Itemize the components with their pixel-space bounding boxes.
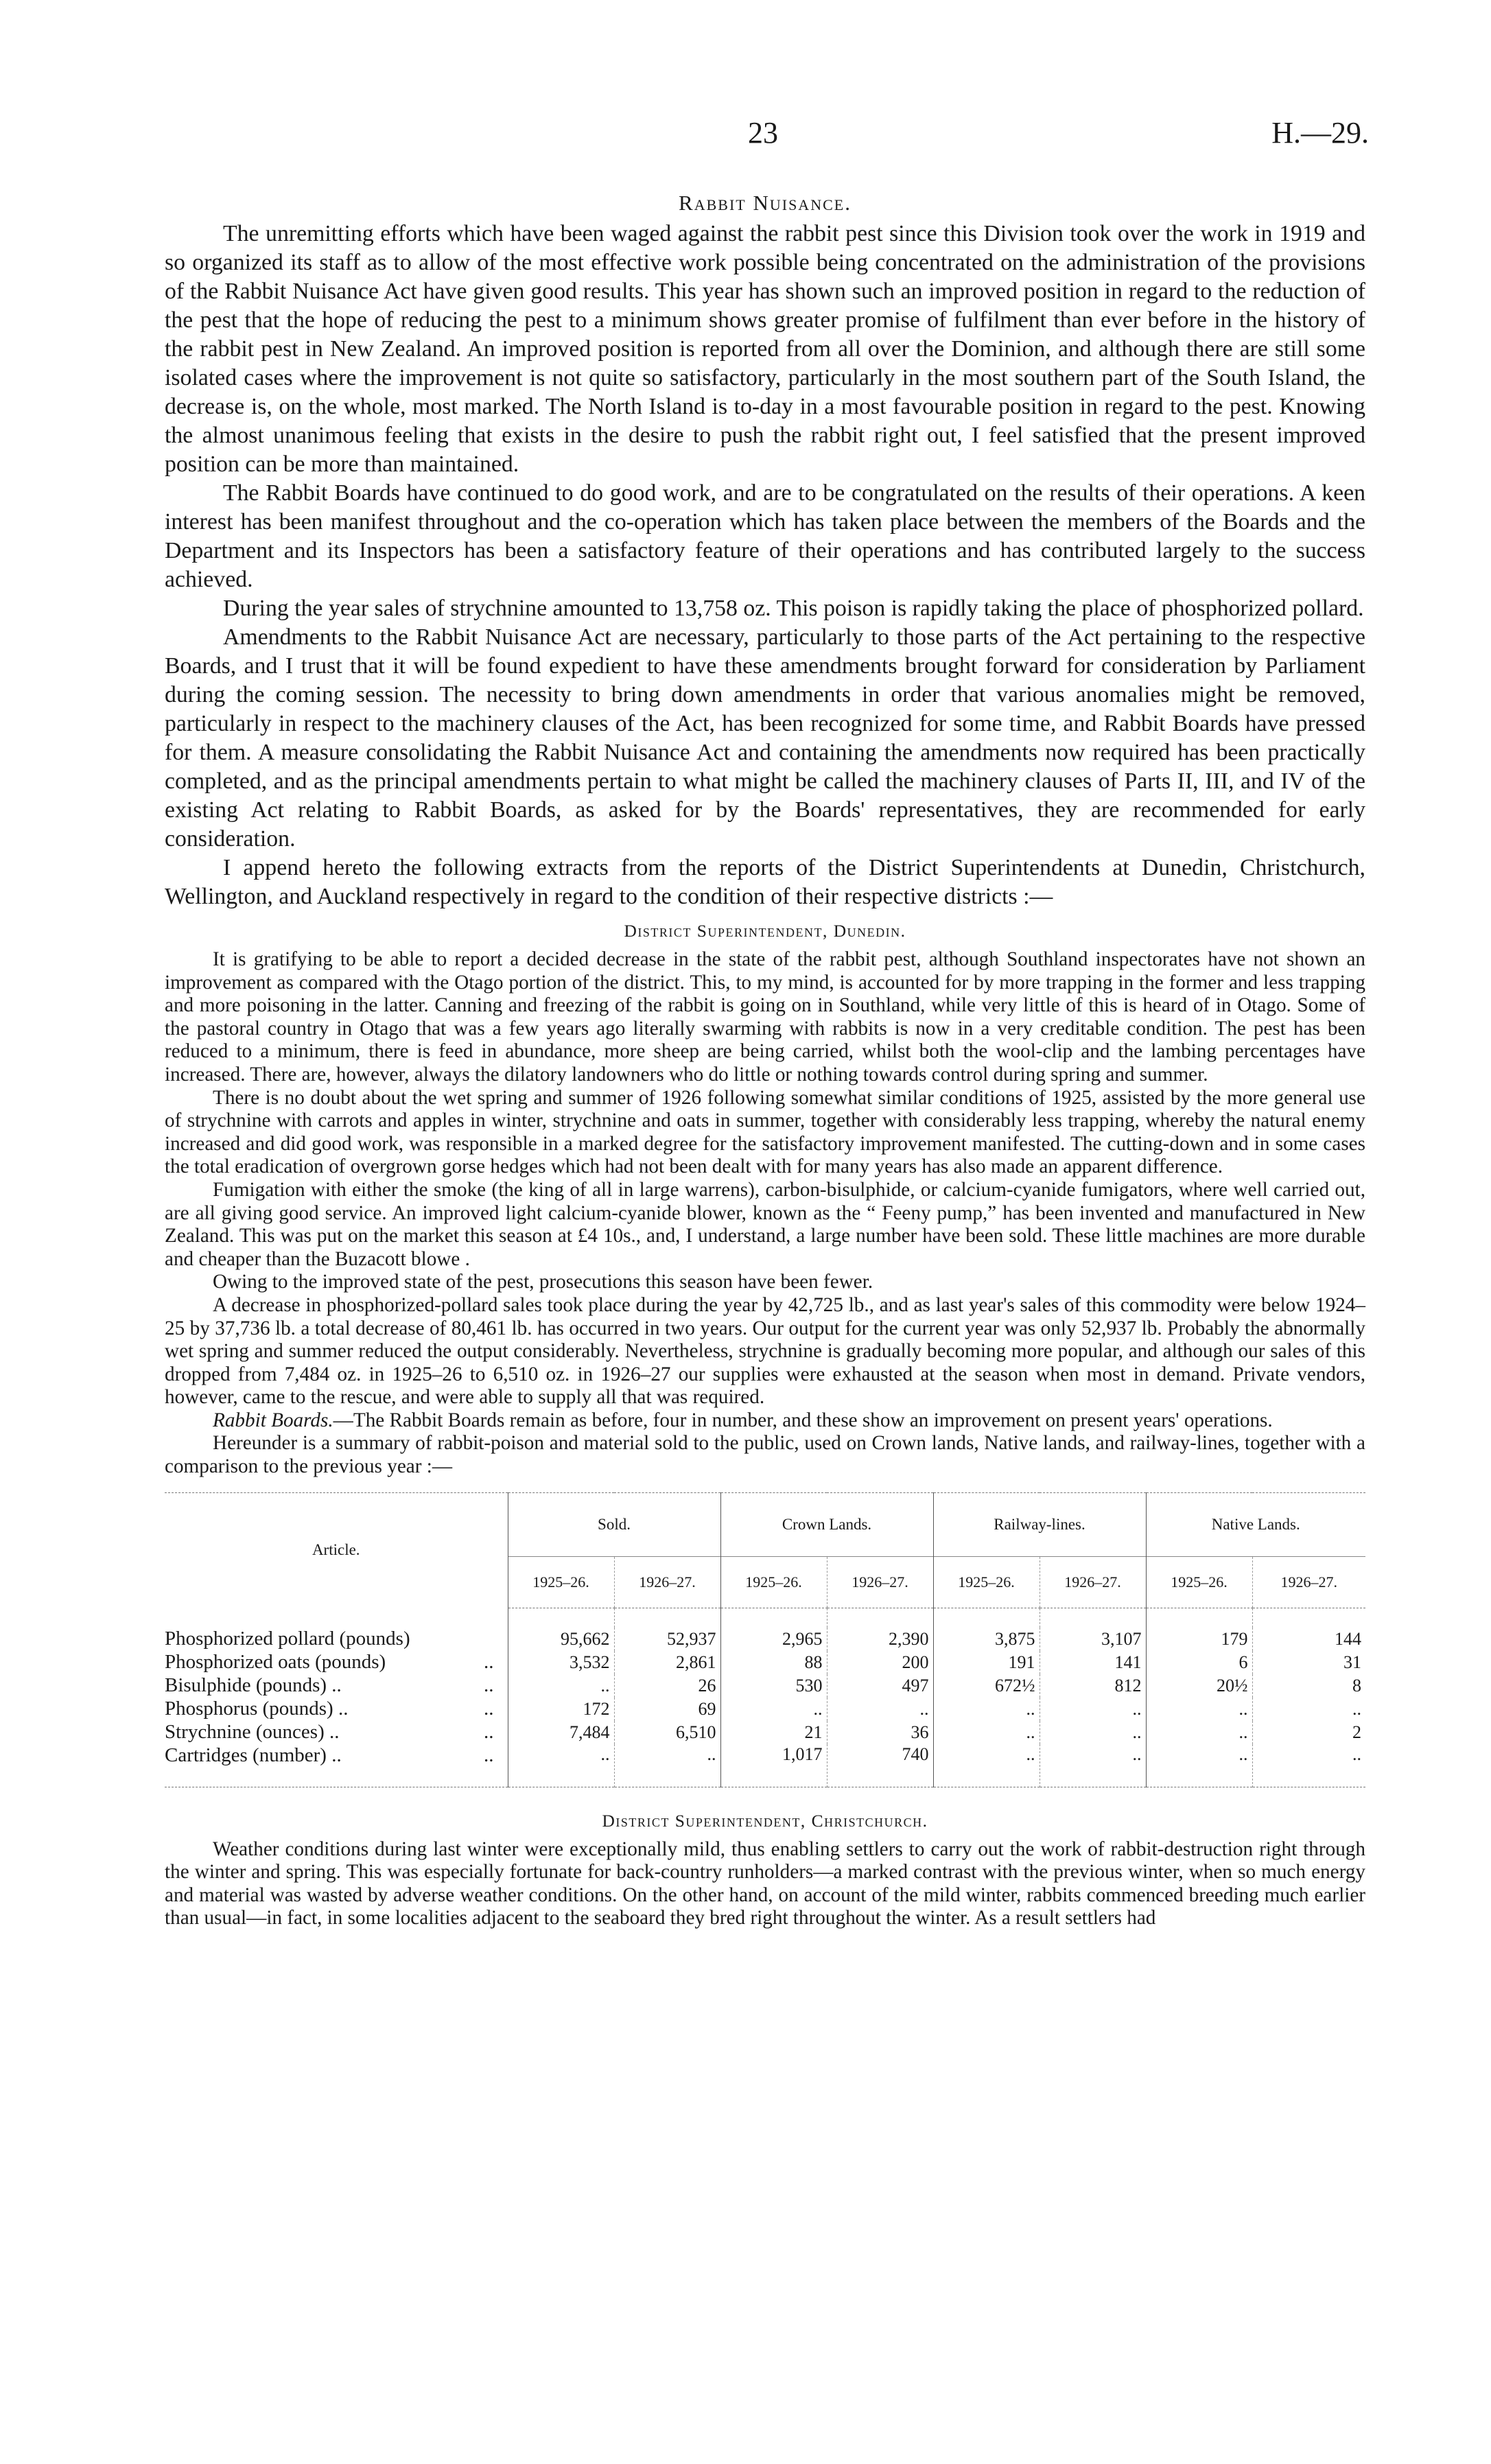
paragraph: There is no doubt about the wet spring and summer of 1926 following somewhat similar conditions of 1925, assisted by the more general use of strychnine with carrots and apples in winter, strychnine and oats in summer, together with considerably less trapping, whereby the natural enemy increased and did good work, was responsible in a marked degree for the satisfactory improvement manifested. The cutting-down and in some cases the total eradication of overgrown gorse hedges which had not been dealt with for many years has also made an apparent difference. xyxy=(165,1086,1365,1178)
group-header-railway: Railway-lines. xyxy=(933,1492,1146,1556)
table-row xyxy=(165,1674,1365,1698)
table-cell: 672½ xyxy=(933,1674,1040,1698)
table-cell: 2,861 xyxy=(614,1651,720,1674)
table-cell: 2,965 xyxy=(720,1628,827,1651)
table-cell: 191 xyxy=(933,1651,1040,1674)
row-article: Phosphorized pollard (pounds) xyxy=(165,1628,410,1650)
paragraph: During the year sales of strychnine amounted to 13,758 oz. This poison is rapidly taking the place of phosphorized pollard. xyxy=(223,596,1364,621)
table-cell: 2,390 xyxy=(827,1628,933,1651)
table-cell: .. xyxy=(827,1698,933,1721)
year-header: 1926–27. xyxy=(1040,1556,1146,1608)
poison-summary-table xyxy=(165,1492,1365,1787)
table-cell: 812 xyxy=(1040,1674,1146,1698)
paragraph: Fumigation with either the smoke (the king of all in large warrens), carbon-bisulphide, or calcium-cyanide fumigators, where well carried out, are all giving good service. An improved light calcium-cyanide blower, known as the “ Feeny pump,” has been invented and manufactured in New Zealand. This was put on the market this season at £4 10s., and, I understand, a large number have been sold. These little machines are more durable and cheaper than the Buzacott blowe . xyxy=(165,1178,1365,1270)
leader-dots: .. xyxy=(484,1674,494,1697)
year-header: 1925–26. xyxy=(508,1556,614,1608)
table-row xyxy=(165,1721,1365,1744)
table-cell: .. xyxy=(933,1744,1040,1787)
year-header: 1925–26. xyxy=(933,1556,1040,1608)
paragraph: A decrease in phosphorized-pollard sales took place during the year by 42,725 lb., and as last year's sales of this commodity were below 1924–25 by 37,736 lb. a total decrease of 80,461 lb. has occurred in two years. Our output for the current year was only 52,937 lb. Probably the abnormally wet spring and summer reduced the output considerably. Nevertheless, strychnine is gradually becoming more popular, and although our sales of this dropped from 7,484 oz. in 1925–26 to 6,510 oz. in 1926–27 our supplies were exhausted at the season when most in demand. Private vendors, however, came to the rescue, and were able to supply all that was required. xyxy=(165,1293,1365,1409)
row-article: Cartridges (number) .. xyxy=(165,1744,342,1766)
table-row xyxy=(165,1628,1365,1651)
table-cell: 7,484 xyxy=(508,1721,614,1744)
table-cell: 172 xyxy=(508,1698,614,1721)
table-cell: 88 xyxy=(720,1651,827,1674)
table-cell: 2 xyxy=(1252,1721,1365,1744)
table-cell: .. xyxy=(1146,1698,1252,1721)
rabbit-boards-paragraph xyxy=(165,1409,1365,1433)
table-cell: 6,510 xyxy=(614,1721,720,1744)
table-cell: 21 xyxy=(720,1721,827,1744)
table-cell: 530 xyxy=(720,1674,827,1698)
group-header-crown: Crown Lands. xyxy=(720,1492,933,1556)
rabbit-boards-text: —The Rabbit Boards remain as before, four in number, and these show an improvement on present years' operations. xyxy=(333,1409,1273,1431)
table-cell: 69 xyxy=(614,1698,720,1721)
table-row xyxy=(165,1744,1365,1787)
leader-dots: .. xyxy=(484,1744,494,1766)
table-cell: 3,107 xyxy=(1040,1628,1146,1651)
table-cell: .. xyxy=(1146,1744,1252,1787)
year-header: 1926–27. xyxy=(1252,1556,1365,1608)
article-header: Article. xyxy=(312,1541,360,1559)
table-cell: 179 xyxy=(1146,1628,1252,1651)
table-cell: 740 xyxy=(827,1744,933,1787)
paragraph: The Rabbit Boards have continued to do good work, and are to be congratulated on the results of their operations. A keen interest has been manifest throughout and the co-operation which has taken place between the members of the Boards and the Department and its Inspectors has been a satisfactory feature of their operations and has contributed largely to the success achieved. xyxy=(165,480,1365,592)
leader-dots: .. xyxy=(484,1651,494,1674)
row-article: Strychnine (ounces) .. xyxy=(165,1721,340,1744)
table-row xyxy=(165,1651,1365,1674)
table-cell: .. xyxy=(1040,1698,1146,1721)
table-cell: 141 xyxy=(1040,1651,1146,1674)
table-intro: Hereunder is a summary of rabbit-poison and material sold to the public, used on Crown lands, Native lands, and railway-lines, together with a comparison to the previous year :— xyxy=(165,1432,1365,1478)
table-cell: 20½ xyxy=(1146,1674,1252,1698)
table-cell: .. xyxy=(933,1698,1040,1721)
year-header: 1925–26. xyxy=(1146,1556,1252,1608)
paragraph: Amendments to the Rabbit Nuisance Act are necessary, particularly to those parts of the Act pertaining to the respective Boards, and I trust that it will be found expedient to have these amendments brought forward for consideration by Parliament during the coming session. The necessity to bring down amendments in order that various anomalies might be removed, particularly in respect to the machinery clauses of the Act, has been recognized for some time, and Rabbit Boards have pressed for them. A measure consolidating the Rabbit Nuisance Act and containing the amendments now required has been practically completed, and as the principal amendments pertain to what might be called the machinery clauses of Parts II, III, and IV of the existing Act relating to Rabbit Boards, as asked for by the Boards' representatives, they are recommended for early consideration. xyxy=(165,624,1365,852)
group-header-native: Native Lands. xyxy=(1146,1492,1365,1556)
table-cell: 26 xyxy=(614,1674,720,1698)
table-cell: .. xyxy=(1146,1721,1252,1744)
table-cell: .. xyxy=(508,1674,614,1698)
row-article: Bisulphide (pounds) .. xyxy=(165,1674,342,1697)
leader-dots: .. xyxy=(484,1721,494,1744)
table-cell: 200 xyxy=(827,1651,933,1674)
year-header: 1926–27. xyxy=(827,1556,933,1608)
section-title: Rabbit Nuisance. xyxy=(679,191,852,215)
page-header xyxy=(0,115,1491,163)
rabbit-boards-label: Rabbit Boards. xyxy=(213,1409,333,1431)
table-cell: .. xyxy=(614,1744,720,1787)
table-cell: .. xyxy=(1252,1698,1365,1721)
table-cell: .. xyxy=(720,1698,827,1721)
table-cell: .. xyxy=(508,1744,614,1787)
group-header-sold: Sold. xyxy=(508,1492,720,1556)
table-cell: 1,017 xyxy=(720,1744,827,1787)
leader-dots: .. xyxy=(484,1698,494,1720)
table-cell: 6 xyxy=(1146,1651,1252,1674)
paragraph: Weather conditions during last winter were exceptionally mild, thus enabling settlers to carry out the work of rabbit-destruction right through the winter and spring. This was especially fortunate for back-country runholders—a marked contrast with the previous winter, when so much energy and material was wasted by adverse weather conditions. On the other hand, on account of the mild winter, rabbits commenced breeding much earlier than usual—in fact, in some localities adjacent to the seaboard they bred right throughout the winter. As a result settlers had xyxy=(165,1838,1365,1929)
table-cell: 3,875 xyxy=(933,1628,1040,1651)
table-cell: .. xyxy=(1040,1721,1146,1744)
page-number: 23 xyxy=(748,116,778,150)
table-cell: 52,937 xyxy=(614,1628,720,1651)
table-cell: 8 xyxy=(1252,1674,1365,1698)
table-cell: 144 xyxy=(1252,1628,1365,1651)
paragraph: The unremitting efforts which have been waged against the rabbit pest since this Division took over the work in 1919 and so organized its staff as to allow of the most effective work possible being concentrated on the administration of the provisions of the Rabbit Nuisance Act have given good results. This year has shown such an improved position in regard to the reduction of the pest that the hope of reducing the pest to a minimum shows greater promise of fulfilment than ever before in the history of the rabbit pest in New Zealand. An improved position is reported from all over the Dominion, and although there are still some isolated cases where the improvement is not quite so satisfactory, particularly in the most southern part of the South Island, the decrease is, on the whole, most marked. The North Island is to-day in a most favourable position in regard to the pest. Knowing the almost unanimous feeling that exists in the desire to push the rabbit right out, I feel satisfied that the present improved position can be more than maintained. xyxy=(165,221,1365,477)
table-cell: .. xyxy=(1252,1744,1365,1787)
table-cell: 36 xyxy=(827,1721,933,1744)
year-header: 1925–26. xyxy=(720,1556,827,1608)
row-article: Phosphorus (pounds) .. xyxy=(165,1698,349,1720)
paragraph: Owing to the improved state of the pest, prosecutions this season have been fewer. xyxy=(213,1271,873,1293)
paragraph: It is gratifying to be able to report a decided decrease in the state of the rabbit pest, although Southland inspectorates have not shown an improvement as compared with the Otago portion of the district. This, to my mind, is accounted for by more trapping in the former and less trapping and more poisoning in the latter. Canning and freezing of the rabbit is going on in Southland, while very little of this is heard of in Otago. Some of the pastoral country in Otago that was a few years ago literally swarming with rabbits is now in a very creditable condition. The pest has been reduced to a minimum, there is feed in abundance, more sheep are being carried, whilst both the wool-clip and the lambing percentages have increased. There are, however, always the dilatory landowners who do little or nothing towards control during spring and summer. xyxy=(165,948,1365,1086)
table-cell: .. xyxy=(1040,1744,1146,1787)
table-cell: .. xyxy=(933,1721,1040,1744)
dunedin-title: District Superintendent, Dunedin. xyxy=(624,921,906,941)
christchurch-title: District Superintendent, Christchurch. xyxy=(602,1810,928,1831)
row-article: Phosphorized oats (pounds) xyxy=(165,1651,386,1674)
paragraph: I append hereto the following extracts from the reports of the District Superintendents at Dunedin, Christchurch, Wellington, and Auckland respectively in regard to the condition of their respective districts :— xyxy=(165,855,1365,909)
table-cell: 3,532 xyxy=(508,1651,614,1674)
table-cell: 497 xyxy=(827,1674,933,1698)
main-content xyxy=(165,185,1365,1930)
table-row xyxy=(165,1698,1365,1721)
table-cell: 31 xyxy=(1252,1651,1365,1674)
year-header: 1926–27. xyxy=(614,1556,720,1608)
report-reference: H.—29. xyxy=(1271,116,1369,150)
table-cell: 95,662 xyxy=(508,1628,614,1651)
